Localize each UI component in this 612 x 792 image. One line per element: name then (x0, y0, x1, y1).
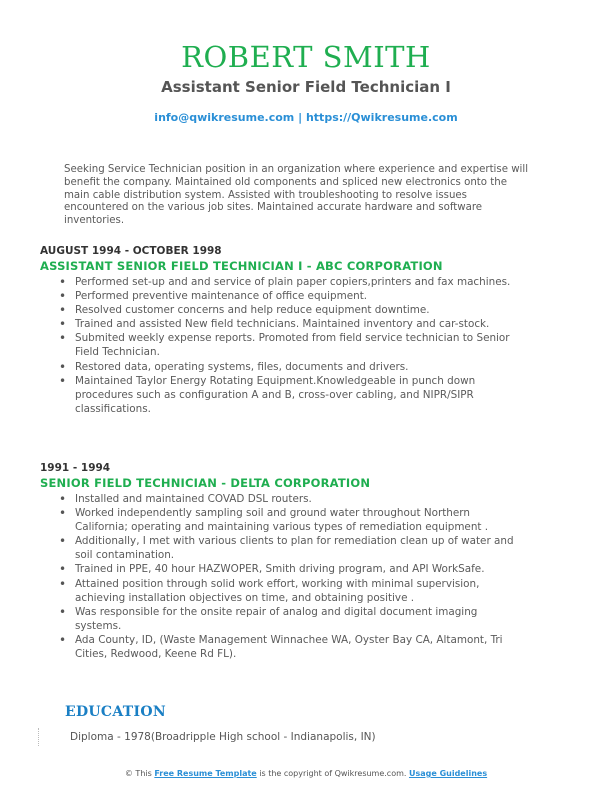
list-item: • Additionally, I met with various clients to plan for remediation clean up of water and soil contamination. (75, 534, 525, 562)
email-link[interactable]: info@qwikresume.com (154, 111, 295, 124)
summary-paragraph: Seeking Service Technician position in an organization where experience and expertise will benefit the company. Maintained old components and spliced new electronics onto the main cable distribution system. Assisted with troubleshooting to resolve issues encountered on the various job sites. Maintained accurate hardware and software inventories. (64, 164, 529, 227)
list-item: • Attained position through solid work effort, working with minimal supervision, achieving installation objectives on time, and obtaining positive . (75, 577, 525, 605)
list-item: • Restored data, operating systems, files, documents and drivers. (75, 360, 525, 374)
list-item: • Installed and maintained COVAD DSL routers. (75, 492, 525, 506)
list-item: • Performed set-up and and service of plain paper copiers,printers and fax machines. (75, 275, 525, 289)
experience-entry-1 (40, 245, 570, 416)
list-item: • Trained in PPE, 40 hour HAZWOPER, Smith driving program, and API WorkSafe. (75, 562, 525, 576)
experience-entry-2 (40, 462, 570, 661)
education-item: Diploma - 1978(Broadripple High school - Indianapolis, IN) (70, 731, 376, 743)
job-title: ASSISTANT SENIOR FIELD TECHNICIAN I - ABC CORPORATION (40, 259, 443, 273)
footer-middle: is the copyright of Qwikresume.com. (256, 769, 409, 778)
job-dates: AUGUST 1994 - OCTOBER 1998 (40, 245, 222, 257)
list-item: • Performed preventive maintenance of office equipment. (75, 289, 525, 303)
list-item: • Ada County, ID, (Waste Management Winnachee WA, Oyster Bay CA, Altamont, Tri Cities, Redwood, Keene Rd FL). (75, 633, 525, 661)
footer-prefix: © This (124, 769, 155, 778)
list-item: • Trained and assisted New field technicians. Maintained inventory and car-stock. (75, 317, 525, 331)
contact-separator: | (294, 111, 306, 124)
list-item: • Maintained Taylor Energy Rotating Equipment.Knowledgeable in punch down procedures such as configuration A and B, cross-over cabling, and NIPR/SIPR classifications. (75, 374, 525, 416)
job-bullets (40, 275, 570, 416)
job-dates: 1991 - 1994 (40, 462, 111, 474)
footer (0, 769, 612, 779)
contact-line (0, 111, 612, 125)
website-link[interactable]: https://Qwikresume.com (305, 111, 458, 124)
education-divider (38, 728, 43, 746)
list-item: • Was responsible for the onsite repair of analog and digital document imaging systems. (75, 605, 525, 633)
job-bullets (40, 492, 570, 661)
list-item: • Submited weekly expense reports. Promoted from field service technician to Senior Field Technician. (75, 331, 525, 359)
free-template-link[interactable]: Free Resume Template (154, 769, 257, 778)
list-item: • Resolved customer concerns and help reduce equipment downtime. (75, 303, 525, 317)
candidate-name: ROBERT SMITH (181, 40, 431, 74)
candidate-title: Assistant Senior Field Technician I (161, 78, 451, 96)
usage-guidelines-link[interactable]: Usage Guidelines (408, 769, 488, 778)
list-item: • Worked independently sampling soil and ground water throughout Northern California; operating and maintaining various types of remediation equipment . (75, 506, 525, 534)
education-heading: EDUCATION (65, 704, 166, 720)
job-title: SENIOR FIELD TECHNICIAN - DELTA CORPORATION (40, 476, 371, 490)
